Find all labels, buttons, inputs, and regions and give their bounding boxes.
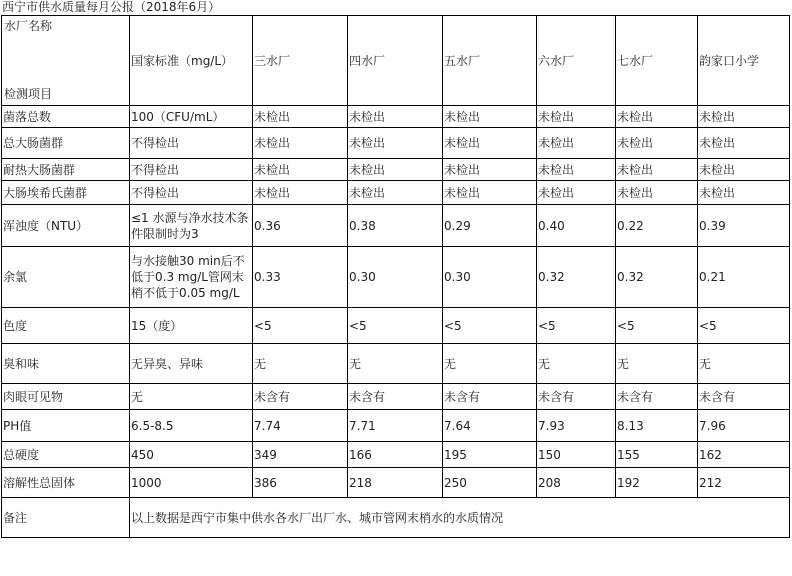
value-cell: 无 (253, 344, 348, 384)
value-cell: 162 (698, 442, 790, 468)
table-row (2, 159, 790, 181)
value-cell: 未检出 (443, 128, 537, 159)
value-cell: 218 (348, 468, 443, 498)
value-cell: 无 (616, 344, 698, 384)
value-cell: 未检出 (698, 106, 790, 128)
value-cell: 0.22 (616, 205, 698, 247)
test-item-cell: 菌落总数 (2, 106, 130, 128)
test-item-label: 检测项目 (4, 87, 53, 101)
water-quality-table (1, 15, 790, 538)
value-cell: 无 (537, 344, 616, 384)
value-cell: 未含有 (698, 384, 790, 410)
standard-cell: 6.5-8.5 (130, 410, 253, 442)
table-row (2, 410, 790, 442)
standard-cell: 不得检出 (130, 128, 253, 159)
value-cell: 未检出 (253, 159, 348, 181)
table-row (2, 442, 790, 468)
value-cell: 未检出 (348, 128, 443, 159)
value-cell: 未检出 (348, 181, 443, 205)
value-cell: 0.29 (443, 205, 537, 247)
header-row (2, 16, 790, 106)
value-cell: 0.30 (443, 247, 537, 308)
value-cell: 未检出 (537, 159, 616, 181)
test-item-cell: 耐热大肠菌群 (2, 159, 130, 181)
value-cell: <5 (348, 308, 443, 344)
value-cell: 未检出 (616, 159, 698, 181)
value-cell: 未检出 (348, 159, 443, 181)
value-cell: 未检出 (698, 159, 790, 181)
value-cell: 无 (698, 344, 790, 384)
value-cell: 208 (537, 468, 616, 498)
table-row (2, 106, 790, 128)
table-row (2, 384, 790, 410)
report-title: 西宁市供水质量每月公报（2018年6月） (2, 0, 221, 14)
note-row (2, 498, 790, 538)
value-cell: 166 (348, 442, 443, 468)
value-cell: 150 (537, 442, 616, 468)
value-cell: 212 (698, 468, 790, 498)
standard-cell: 不得检出 (130, 159, 253, 181)
test-item-cell: 总硬度 (2, 442, 130, 468)
value-cell: 8.13 (616, 410, 698, 442)
standard-cell: 1000 (130, 468, 253, 498)
test-item-cell: 余氯 (2, 247, 130, 308)
value-cell: 250 (443, 468, 537, 498)
value-cell: 未检出 (616, 181, 698, 205)
standard-header: 国家标准（mg/L） (130, 16, 253, 106)
standard-cell: 无 (130, 384, 253, 410)
standard-cell: 15（度） (130, 308, 253, 344)
value-cell: 无 (443, 344, 537, 384)
note-label: 备注 (2, 498, 130, 538)
standard-cell: 450 (130, 442, 253, 468)
value-cell: <5 (443, 308, 537, 344)
value-cell: 未含有 (253, 384, 348, 410)
value-cell: 未检出 (537, 106, 616, 128)
table-row (2, 247, 790, 308)
test-item-cell: 大肠埃希氏菌群 (2, 181, 130, 205)
table-row (2, 344, 790, 384)
test-item-cell: PH值 (2, 410, 130, 442)
value-cell: 未检出 (698, 181, 790, 205)
value-cell: <5 (616, 308, 698, 344)
corner-header-cell (2, 16, 130, 106)
value-cell: 0.32 (616, 247, 698, 308)
value-cell: 7.96 (698, 410, 790, 442)
value-cell: 未检出 (253, 181, 348, 205)
value-cell: 未检出 (443, 106, 537, 128)
value-cell: 195 (443, 442, 537, 468)
value-cell: 未检出 (616, 106, 698, 128)
value-cell: 未含有 (537, 384, 616, 410)
value-cell: 155 (616, 442, 698, 468)
value-cell: 未检出 (348, 106, 443, 128)
test-item-cell: 色度 (2, 308, 130, 344)
value-cell: 未检出 (616, 128, 698, 159)
value-cell: 未检出 (253, 106, 348, 128)
value-cell: 0.30 (348, 247, 443, 308)
value-cell: 7.64 (443, 410, 537, 442)
value-cell: <5 (698, 308, 790, 344)
value-cell: 0.39 (698, 205, 790, 247)
value-cell: 无 (348, 344, 443, 384)
test-item-cell: 肉眼可见物 (2, 384, 130, 410)
value-cell: 未含有 (348, 384, 443, 410)
test-item-cell: 臭和味 (2, 344, 130, 384)
test-item-cell: 总大肠菌群 (2, 128, 130, 159)
table-row (2, 128, 790, 159)
value-cell: 0.32 (537, 247, 616, 308)
value-cell: 未检出 (537, 181, 616, 205)
table-row (2, 308, 790, 344)
plant-header: 六水厂 (537, 16, 616, 106)
plant-header: 七水厂 (616, 16, 698, 106)
table-row (2, 181, 790, 205)
test-item-cell: 浑浊度（NTU） (2, 205, 130, 247)
standard-cell: 与水接触30 min后不低于0.3 mg/L管网末梢不低于0.05 mg/L (130, 247, 253, 308)
plant-header: 三水厂 (253, 16, 348, 106)
value-cell: 未检出 (537, 128, 616, 159)
value-cell: 未检出 (443, 159, 537, 181)
plant-header: 五水厂 (443, 16, 537, 106)
table-body (2, 16, 790, 538)
note-text: 以上数据是西宁市集中供水各水厂出厂水、城市管网末梢水的水质情况 (130, 498, 790, 538)
value-cell: 0.40 (537, 205, 616, 247)
plant-header: 韵家口小学 (698, 16, 790, 106)
standard-cell: 无异臭、异味 (130, 344, 253, 384)
value-cell: 0.33 (253, 247, 348, 308)
value-cell: 0.21 (698, 247, 790, 308)
value-cell: 7.74 (253, 410, 348, 442)
standard-cell: ≤1 水源与净水技术条件限制时为3 (130, 205, 253, 247)
standard-cell: 100（CFU/mL） (130, 106, 253, 128)
value-cell: 未检出 (443, 181, 537, 205)
value-cell: 未含有 (616, 384, 698, 410)
value-cell: 7.71 (348, 410, 443, 442)
value-cell: 349 (253, 442, 348, 468)
standard-cell: 不得检出 (130, 181, 253, 205)
value-cell: <5 (253, 308, 348, 344)
table-row (2, 205, 790, 247)
value-cell: 未检出 (253, 128, 348, 159)
value-cell: 0.36 (253, 205, 348, 247)
value-cell: 未检出 (698, 128, 790, 159)
value-cell: 192 (616, 468, 698, 498)
plant-header: 四水厂 (348, 16, 443, 106)
value-cell: 7.93 (537, 410, 616, 442)
value-cell: <5 (537, 308, 616, 344)
value-cell: 0.38 (348, 205, 443, 247)
value-cell: 386 (253, 468, 348, 498)
table-row (2, 468, 790, 498)
test-item-cell: 溶解性总固体 (2, 468, 130, 498)
plant-name-label: 水厂名称 (4, 19, 53, 33)
value-cell: 未含有 (443, 384, 537, 410)
